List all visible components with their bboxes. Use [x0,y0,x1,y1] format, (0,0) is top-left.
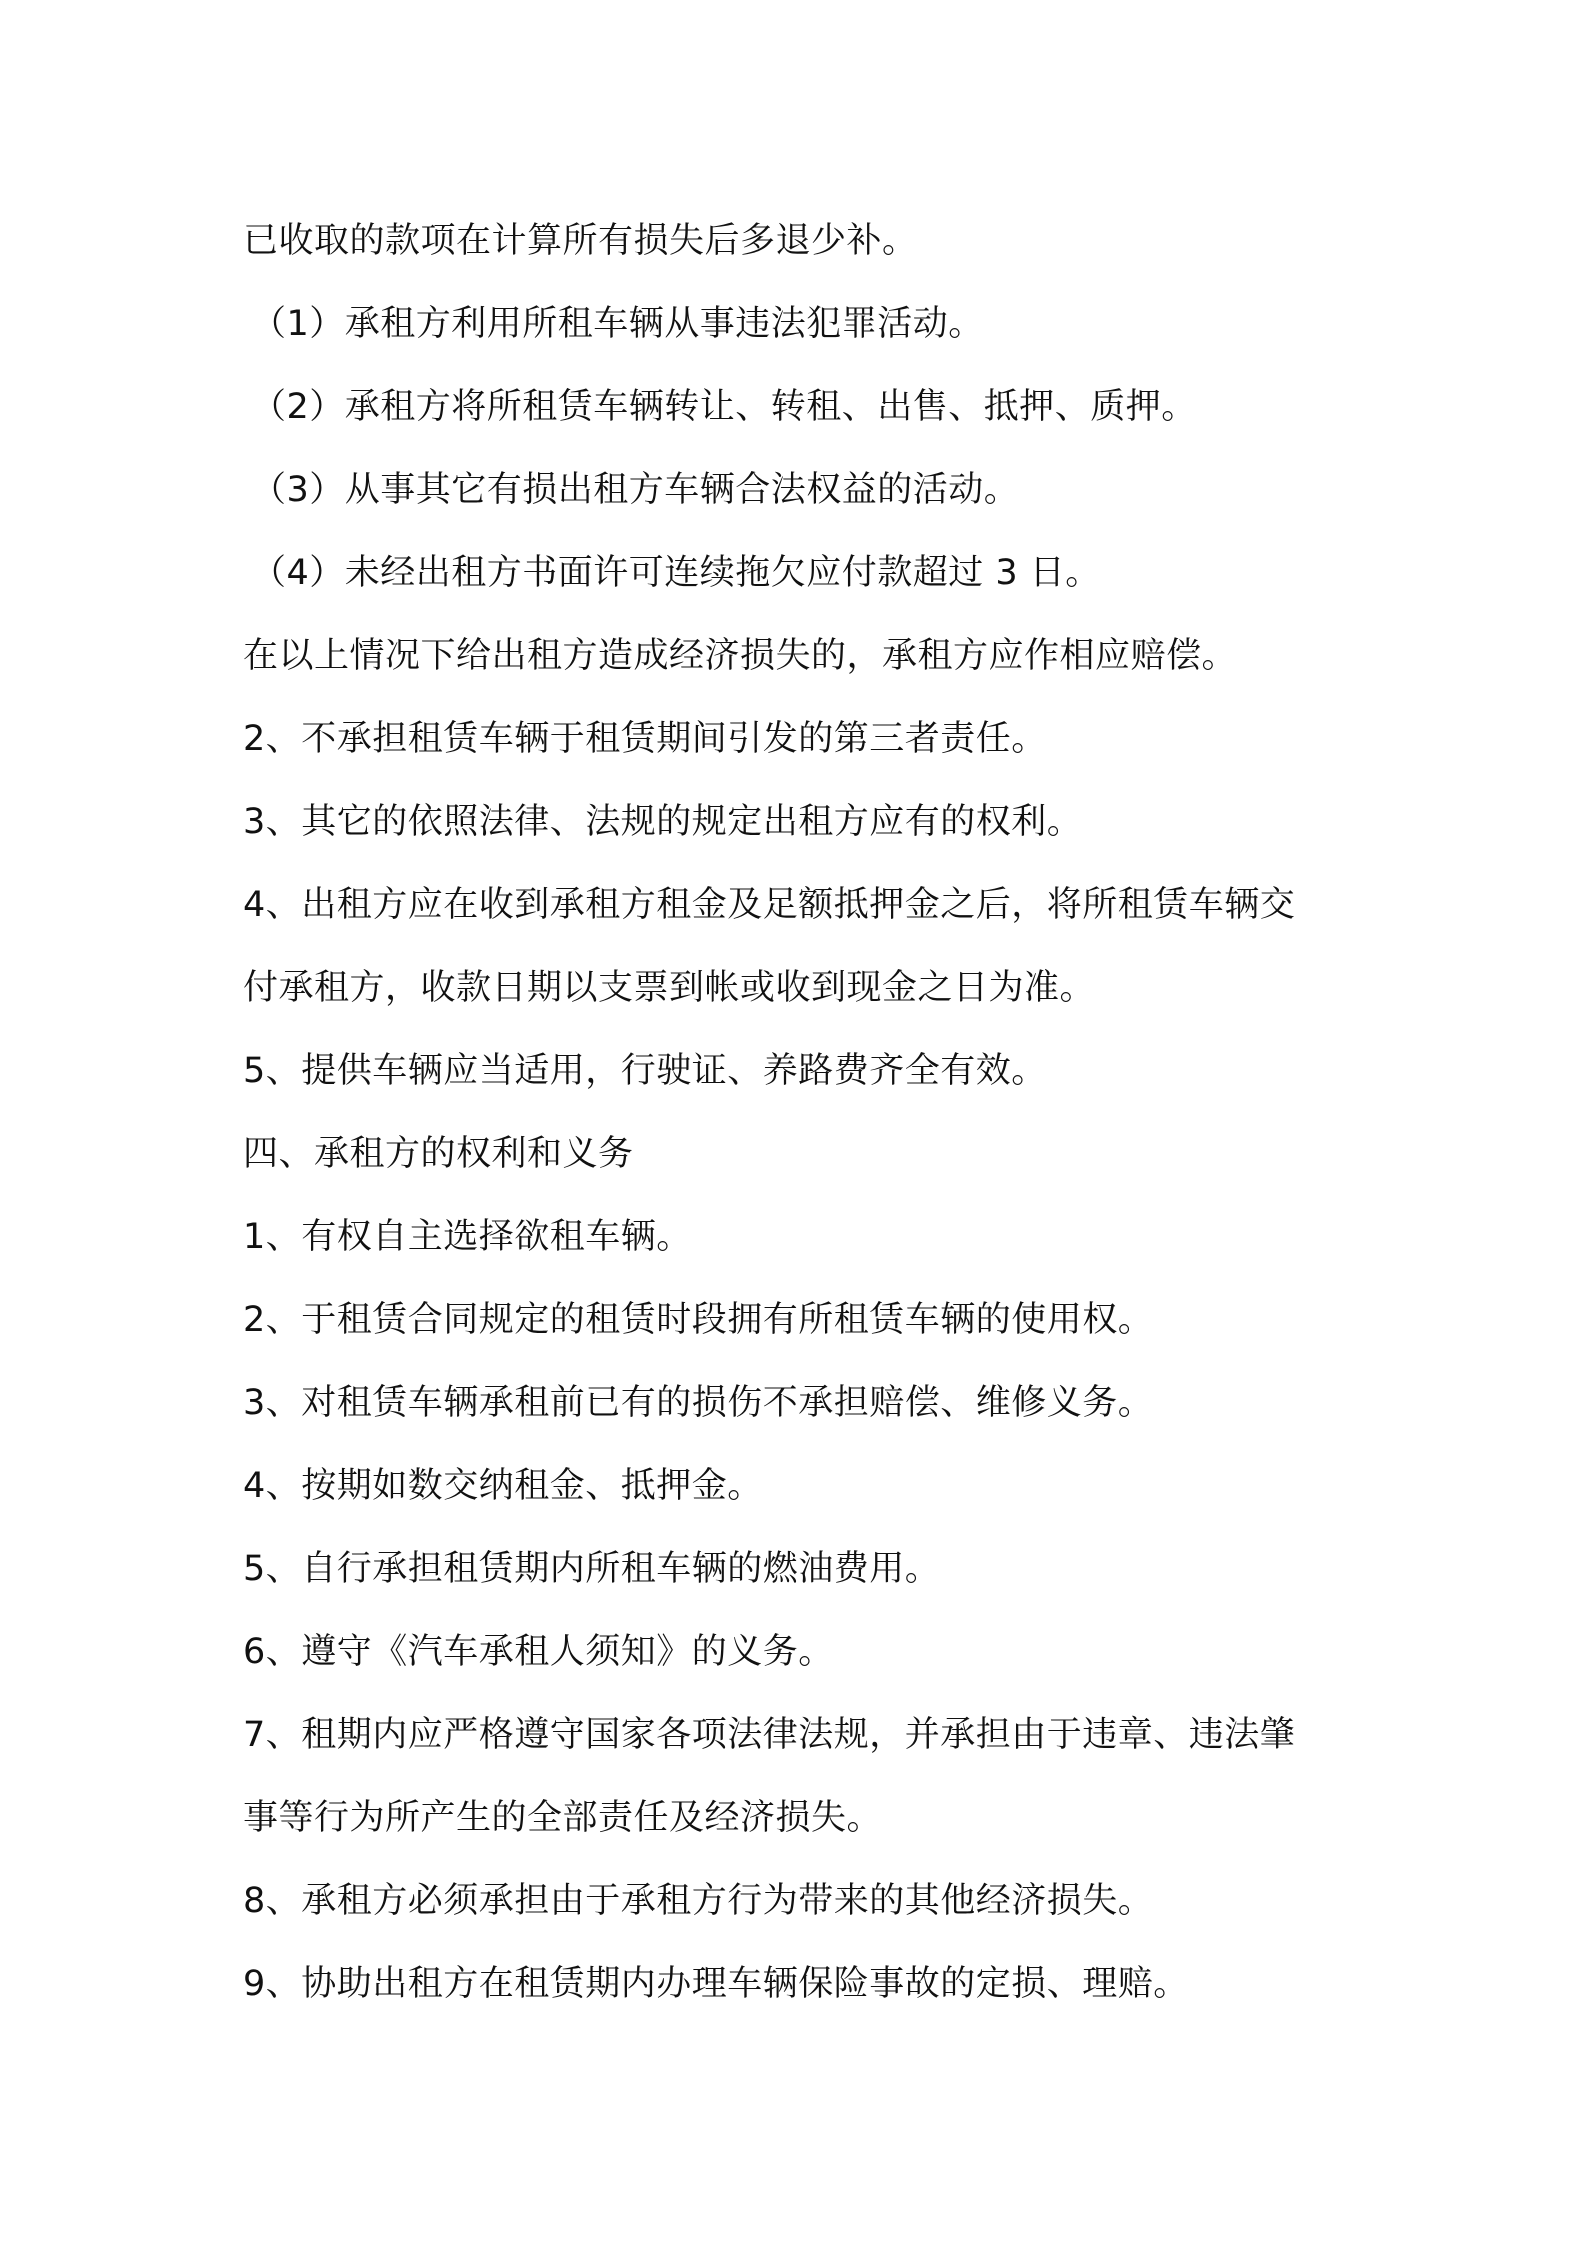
clause-line: 5、提供车辆应当适用，行驶证、养路费齐全有效。 [243,1051,1047,1091]
clause-continuation: 事等行为所产生的全部责任及经济损失。 [243,1798,883,1838]
clause-line: 2、于租赁合同规定的租赁时段拥有所租赁车辆的使用权。 [243,1300,1154,1340]
document-body [243,200,1363,2026]
clause-line: 3、对租赁车辆承租前已有的损伤不承担赔偿、维修义务。 [243,1383,1154,1423]
clause-continuation: 付承租方，收款日期以支票到帐或收到现金之日为准。 [243,968,1096,1008]
list-item: （1）承租方利用所租车辆从事违法犯罪活动。 [251,304,984,344]
clause-line: 1、有权自主选择欲租车辆。 [243,1217,692,1257]
section-heading: 四、承租方的权利和义务 [243,1134,634,1174]
list-item: （3）从事其它有损出租方车辆合法权益的活动。 [251,470,1020,510]
clause-line: 8、承租方必须承担由于承租方行为带来的其他经济损失。 [243,1881,1154,1921]
list-item: （2）承租方将所租赁车辆转让、转租、出售、抵押、质押。 [251,387,1197,427]
paragraph-line: 在以上情况下给出租方造成经济损失的，承租方应作相应赔偿。 [243,636,1238,676]
clause-line: 5、自行承担租赁期内所租车辆的燃油费用。 [243,1549,941,1589]
list-item: （4）未经出租方书面许可连续拖欠应付款超过 3 日。 [251,553,1101,593]
clause-line: 9、协助出租方在租赁期内办理车辆保险事故的定损、理赔。 [243,1964,1189,2004]
clause-line: 3、其它的依照法律、法规的规定出租方应有的权利。 [243,802,1083,842]
clause-line: 7、租期内应严格遵守国家各项法律法规，并承担由于违章、违法肇 [243,1715,1296,1755]
clause-line: 6、遵守《汽车承租人须知》的义务。 [243,1632,834,1672]
paragraph-line: 已收取的款项在计算所有损失后多退少补。 [243,221,918,261]
clause-line: 4、出租方应在收到承租方租金及足额抵押金之后，将所租赁车辆交 [243,885,1296,925]
clause-line: 2、不承担租赁车辆于租赁期间引发的第三者责任。 [243,719,1047,759]
clause-line: 4、按期如数交纳租金、抵押金。 [243,1466,763,1506]
